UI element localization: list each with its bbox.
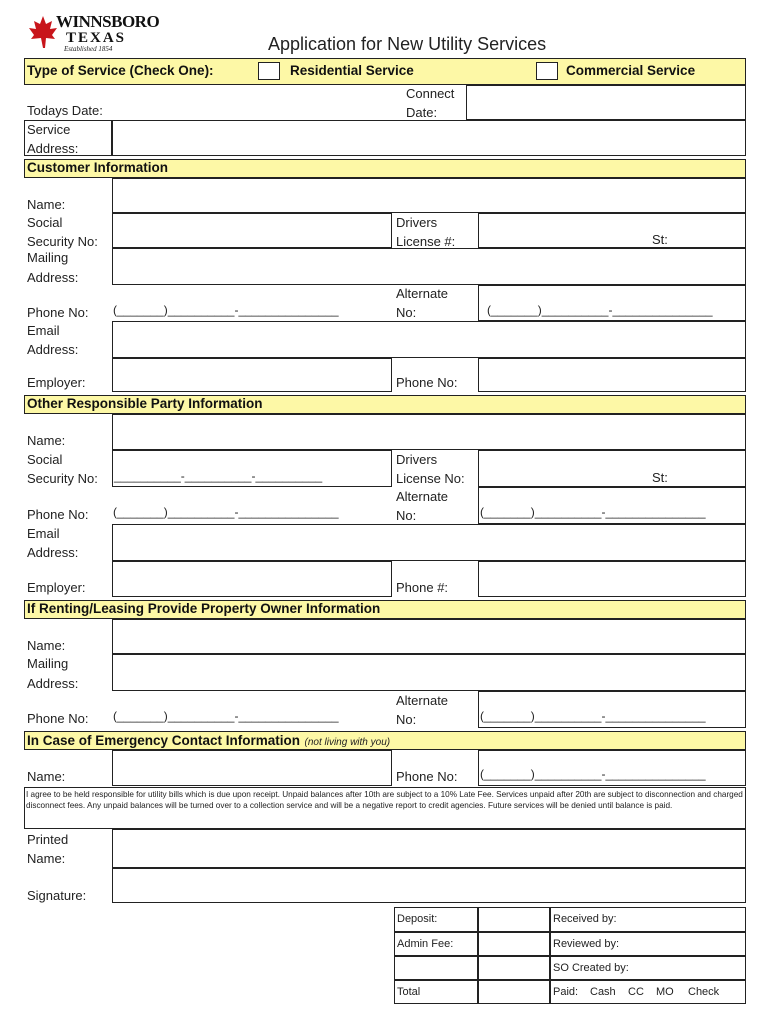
paid-cash-option[interactable]: Cash — [590, 986, 616, 998]
other-dl-label-2: License No: — [396, 471, 465, 486]
printed-name-label-1: Printed — [27, 832, 69, 847]
commercial-label: Commercial Service — [566, 63, 696, 78]
customer-mailing-address-field[interactable] — [112, 248, 746, 285]
customer-ssn-label-2: Security No: — [27, 234, 98, 249]
customer-mailing-label-1: Mailing — [27, 250, 69, 265]
service-address-label-1: Service — [27, 122, 71, 137]
customer-ssn-label-1: Social — [27, 215, 63, 230]
maple-leaf-icon — [28, 14, 58, 54]
customer-dl-state-label: St: — [652, 232, 668, 247]
emergency-section-note: (not living with you) — [304, 737, 391, 748]
owner-mailing-address-field[interactable] — [112, 654, 746, 691]
paid-check-option[interactable]: Check — [688, 986, 720, 998]
paid-mo-option[interactable]: MO — [656, 986, 674, 998]
customer-email-label-1: Email — [27, 323, 60, 338]
customer-alt-label-2: No: — [396, 305, 417, 320]
other-name-field[interactable] — [112, 414, 746, 450]
other-ssn-field[interactable]: __________-__________-__________ — [114, 469, 323, 483]
customer-employer-label: Employer: — [27, 375, 86, 390]
customer-section-title: Customer Information — [27, 160, 169, 175]
other-employer-field[interactable] — [112, 561, 392, 597]
residential-label: Residential Service — [290, 63, 414, 78]
other-name-label: Name: — [27, 433, 66, 448]
blank-amount-field[interactable] — [478, 956, 550, 980]
owner-section-title: If Renting/Leasing Provide Property Owner Information — [27, 601, 381, 616]
paid-label: Paid: — [553, 986, 579, 998]
owner-name-label: Name: — [27, 638, 66, 653]
customer-name-label: Name: — [27, 197, 66, 212]
city-logo — [28, 12, 160, 56]
logo-established: Established 1854 — [64, 45, 113, 53]
customer-alt-phone-blank: (_______)__________-_______________ — [487, 303, 713, 317]
customer-employer-field[interactable] — [112, 358, 392, 392]
other-alt-label-2: No: — [396, 508, 417, 523]
customer-phone-field[interactable]: (_______)__________-_______________ — [113, 303, 339, 317]
owner-alt-phone-field[interactable]: (_______)__________-_______________ — [480, 709, 706, 723]
todays-date-label: Todays Date: — [27, 103, 103, 118]
logo-name: WINNSBORO — [56, 12, 160, 31]
customer-name-field[interactable] — [112, 178, 746, 213]
customer-phone-label: Phone No: — [27, 305, 89, 320]
other-dl-label-1: Drivers — [396, 452, 438, 467]
admin-fee-field[interactable] — [478, 932, 550, 956]
customer-dl-label-2: License #: — [396, 234, 456, 249]
signature-field[interactable] — [112, 868, 746, 903]
other-alt-label-1: Alternate — [396, 489, 449, 504]
owner-name-field[interactable] — [112, 619, 746, 654]
owner-phone-field[interactable]: (_______)__________-_______________ — [113, 709, 339, 723]
form-title: Application for New Utility Services — [268, 34, 547, 54]
owner-alt-label-2: No: — [396, 712, 417, 727]
other-party-section-title: Other Responsible Party Information — [27, 396, 263, 411]
logo-state: TEXAS — [66, 30, 127, 46]
service-address-label-2: Address: — [27, 141, 79, 156]
emergency-phone-field[interactable]: (_______)__________-_______________ — [480, 767, 706, 781]
emergency-section-title-wrap — [27, 732, 390, 750]
customer-alt-label-1: Alternate — [396, 286, 449, 301]
admin-fee-label: Admin Fee: — [397, 938, 454, 950]
connect-date-field[interactable] — [466, 85, 746, 120]
other-email-field[interactable] — [112, 524, 746, 561]
blank-label-cell — [394, 956, 478, 980]
emergency-name-label: Name: — [27, 769, 66, 784]
other-employer-phone-field[interactable] — [478, 561, 746, 597]
signature-label: Signature: — [27, 888, 87, 903]
owner-phone-label: Phone No: — [27, 711, 89, 726]
other-email-label-1: Email — [27, 526, 60, 541]
printed-name-field[interactable] — [112, 829, 746, 868]
residential-checkbox[interactable] — [258, 62, 280, 80]
connect-date-label-1: Connect — [406, 86, 455, 101]
deposit-label: Deposit: — [397, 913, 438, 925]
other-phone-label: Phone No: — [27, 507, 89, 522]
customer-employer-phone-field[interactable] — [478, 358, 746, 392]
other-alt-phone-field[interactable]: (_______)__________-_______________ — [480, 505, 706, 519]
received-by-label: Received by: — [553, 913, 617, 925]
other-dl-field[interactable] — [478, 450, 746, 487]
customer-employer-phone-label: Phone No: — [396, 375, 458, 390]
customer-email-field[interactable] — [112, 321, 746, 358]
reviewed-by-label: Reviewed by: — [553, 938, 620, 950]
paid-cc-option[interactable]: CC — [628, 986, 644, 998]
other-email-label-2: Address: — [27, 545, 79, 560]
customer-dl-field[interactable] — [478, 213, 746, 248]
customer-mailing-label-2: Address: — [27, 270, 79, 285]
owner-mailing-label-1: Mailing — [27, 656, 69, 671]
connect-date-label-2: Date: — [406, 105, 438, 120]
service-address-field[interactable] — [112, 120, 746, 156]
owner-mailing-label-2: Address: — [27, 676, 79, 691]
emergency-name-field[interactable] — [112, 750, 392, 786]
customer-dl-label-1: Drivers — [396, 215, 438, 230]
customer-ssn-field[interactable] — [112, 213, 392, 248]
other-ssn-label-2: Security No: — [27, 471, 98, 486]
total-label: Total — [397, 986, 421, 998]
other-dl-state-label: St: — [652, 470, 668, 485]
other-phone-field[interactable]: (_______)__________-_______________ — [113, 505, 339, 519]
total-field[interactable] — [478, 980, 550, 1004]
so-created-by-label: SO Created by: — [553, 962, 629, 974]
commercial-checkbox[interactable] — [536, 62, 558, 80]
owner-alt-label-1: Alternate — [396, 693, 449, 708]
other-ssn-label-1: Social — [27, 452, 63, 467]
emergency-section-title: In Case of Emergency Contact Information — [27, 733, 301, 748]
other-employer-label: Employer: — [27, 580, 86, 595]
customer-email-label-2: Address: — [27, 342, 79, 357]
other-employer-phone-label: Phone #: — [396, 580, 449, 595]
printed-name-label-2: Name: — [27, 851, 66, 866]
service-type-label: Type of Service (Check One): — [27, 63, 214, 78]
agreement-text: I agree to be held responsible for utility bills which is due upon receipt. Unpaid balances after 10th are subject to a 10% Late Fee. Services unpaid after 20th are subject to disconnection and charged disconnect fees. Any unpaid balances will be turned over to a collection service and will be a negative report to credit agencies. Future services will be denied until balance is paid. — [26, 790, 743, 810]
emergency-phone-label: Phone No: — [396, 769, 458, 784]
deposit-field[interactable] — [478, 907, 550, 932]
